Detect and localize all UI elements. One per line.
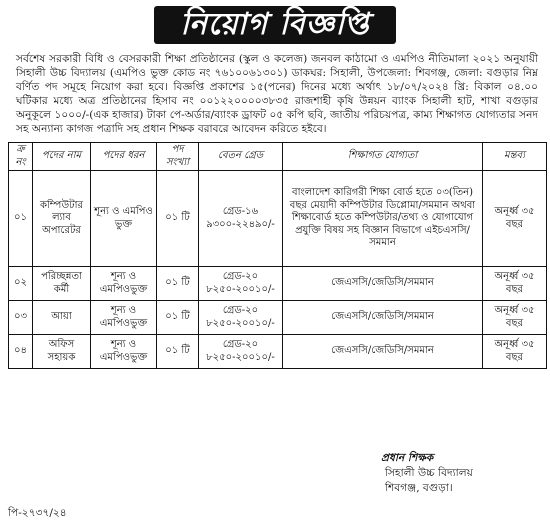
cell-remark: অনূর্ধ্ব ৩৫ বছর <box>483 335 547 369</box>
header-post-name: পদের নাম <box>33 143 91 171</box>
cell-remark: অনূর্ধ্ব ৩৫ বছর <box>483 301 547 335</box>
cell-qualification: জেএসসি/জেডিসি/সমমান <box>283 335 483 369</box>
signatory-title: প্রধান শিক্ষক <box>381 452 434 464</box>
table-row <box>9 301 547 335</box>
header-qualification: শিক্ষাগত যোগ্যতা <box>283 143 483 171</box>
cell-post-type: শূন্য ও এমপিওভুক্ত <box>91 267 157 301</box>
cell-post-name: কম্পিউটার ল্যাব অপারেটর <box>33 171 91 267</box>
notice-title: নিয়োগ বিজ্ঞপ্তি <box>154 6 395 44</box>
signatory-school: সিহালী উচ্চ বিদ্যালয় <box>385 467 473 479</box>
table-header-row <box>9 143 547 171</box>
cell-qualification: জেএসসি/জেডিসি/সমমান <box>283 267 483 301</box>
header-post-type: পদের ধরন <box>91 143 157 171</box>
cell-remark: অনূর্ধ্ব ৩৫ বছর <box>483 267 547 301</box>
signature-block <box>375 451 545 496</box>
reference-number: পি-২৭৩৭/২৪ <box>8 507 67 519</box>
table-row <box>9 267 547 301</box>
cell-post-count: ০১ টি <box>157 267 199 301</box>
cell-serial: ০২ <box>9 267 33 301</box>
table-row <box>9 335 547 369</box>
cell-serial: ০৩ <box>9 301 33 335</box>
cell-pay-grade: গ্রেড-২০ ৮২৫০-২০০১০/- <box>199 335 283 369</box>
cell-post-name: পরিচ্ছন্নতা কর্মী <box>33 267 91 301</box>
cell-pay-grade: গ্রেড-১৬ ৯৩০০-২২৪৯০/- <box>199 171 283 267</box>
cell-post-count: ০১ টি <box>157 301 199 335</box>
title-banner <box>6 6 544 44</box>
header-pay-grade: বেতন গ্রেড <box>199 143 283 171</box>
notice-intro-paragraph: সর্বশেষ সরকারী বিধি ও বেসরকারী শিক্ষা প্রতিষ্ঠানের (স্কুল ও কলেজ) জনবল কাঠামো ও এমপিও নীতিমালা ২০২১ অনুযায়ী সিহালী উচ্চ বিদ্যালয় (এমপিও ভুক্ত কোড নং ৭৬১০০৬১৩০১) ডাকঘর: সিহালী, উপজেলা: শিবগঞ্জ, জেলা: বগুড়ার নিম্ন বর্ণিত পদ সমূহে নিয়োগ করা হবে। বিজ্ঞপ্তি প্রকাশের ১৫(পনের) দিনের মধ্যে অর্থাৎ ১৮/০৭/২০২৪ খ্রি: বিকাল ০৪.০০ ঘটিকার মধ্যে অত্র প্রতিষ্ঠানের হিসাব নং ০০১২২০০০০৩৮৩৫ রাজশাহী কৃষি উন্নয়ন ব্যাংক সিহালী হাট, শাখা বগুড়ার অনুকূলে ১০০০/-(এক হাজার) টাকা পে-অর্ডার/ব্যাংক ড্রাফট ০৫ কপি ছবি, জাতীয় পরিচয়পত্র, কাম্য শিক্ষাগত যোগ্যতার সনদ সহ অন্যান্য কাগজ পত্রাদি সহ প্রধান শিক্ষক বরাবরে আবেদন করিতে হইবে। <box>16 53 538 135</box>
cell-pay-grade: গ্রেড-২০ ৮২৫০-২০০১০/- <box>199 267 283 301</box>
signatory-location: শিবগঞ্জ, বগুড়া। <box>385 482 453 494</box>
cell-remark: অনূর্ধ্ব ৩৫ বছর <box>483 171 547 267</box>
cell-pay-grade: গ্রেড-২০ ৮২৫০-২০০১০/- <box>199 301 283 335</box>
cell-post-count: ০১ টি <box>157 171 199 267</box>
cell-serial: ০৪ <box>9 335 33 369</box>
cell-post-type: শূন্য ও এমপিওভুক্ত <box>91 301 157 335</box>
header-remark: মন্তব্য <box>483 143 547 171</box>
cell-serial: ০১ <box>9 171 33 267</box>
table-row <box>9 171 547 267</box>
header-post-count: পদ সংখ্যা <box>157 143 199 171</box>
header-serial: ক্র নং <box>9 143 33 171</box>
cell-post-name: আয়া <box>33 301 91 335</box>
cell-post-type: শূন্য ও এমপিওভুক্ত <box>91 335 157 369</box>
cell-post-name: অফিস সহায়ক <box>33 335 91 369</box>
cell-post-type: শূন্য ও এমপিও ভুক্ত <box>91 171 157 267</box>
vacancy-table <box>8 142 547 369</box>
cell-qualification: বাংলাদেশ কারিগরী শিক্ষা বোর্ড হতে ০৩(তিন) বছর মেয়াদী কম্পিউটার ডিপ্লোমা/সমমান অথবা শিক্ষাবোর্ড হতে কম্পিউটার/তথ্য ও যোগাযোগ প্রযুক্তি বিষয় সহ বিজ্ঞান বিভাগে এইচএসসি/সমমান <box>283 171 483 267</box>
cell-post-count: ০১ টি <box>157 335 199 369</box>
cell-qualification: জেএসসি/জেডিসি/সমমান <box>283 301 483 335</box>
